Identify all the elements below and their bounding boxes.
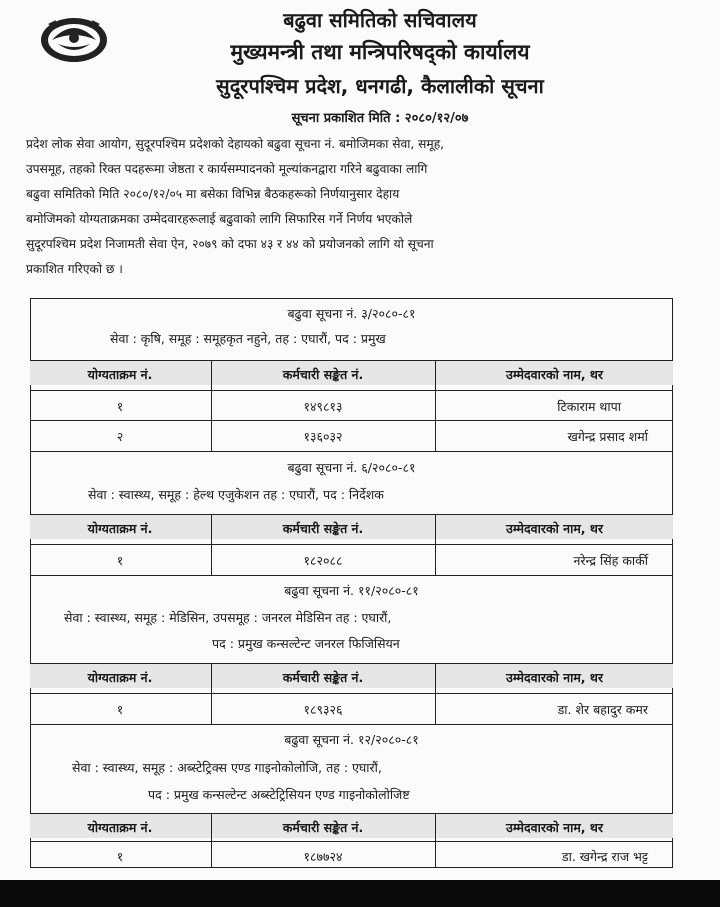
office-title: बढुवा समितिको सचिवालय: [283, 8, 477, 32]
rank-cell: १: [116, 553, 124, 568]
column-divider: [435, 814, 436, 868]
notice-title: बढुवा सूचना नं. ३/२०८०-८१: [287, 306, 416, 321]
notice-meta: सेवा : कृषि, समूह : समूहकृत नहुने, तह : एघारौं, पद : प्रमुख: [110, 331, 386, 346]
notice-meta: सेवा : स्वास्थ्य, समूह : मेडिसिन, उपसमूह : जनरल मेडिसिन तह : एघारौं,: [64, 610, 392, 625]
intro-line: बमोजिमको योग्यताक्रमका उम्मेदवारहरूलाई बढुवाको लागि सिफारिस गर्ने निर्णय भएकोले: [26, 212, 413, 226]
symbol-cell: १८२०८८: [303, 553, 343, 568]
column-divider: [211, 814, 212, 868]
ministry-title: मुख्यमन्त्री तथा मन्त्रिपरिषद्को कार्यालय: [230, 40, 530, 64]
column-divider: [435, 664, 436, 724]
intro-line: सुदूरपश्चिम प्रदेश निजामती सेवा ऐन, २०७९ को दफा ४३ र ४४ को प्रयोजनको लागि यो सूचना: [26, 237, 434, 251]
col-symbol-header: कर्मचारी सङ्केत नं.: [282, 367, 364, 382]
notice-heading: सुदूरपश्चिम प्रदेश, धनगढी, कैलालीको सूचना: [216, 74, 544, 98]
column-divider: [211, 515, 212, 575]
notice-meta: सेवा : स्वास्थ्य, समूह : अब्स्टेट्रिक्स एण्ड गाइनोकोलोजि, तह : एघारौं,: [72, 760, 382, 775]
row-divider: [30, 390, 673, 391]
symbol-cell: १४९८१३: [303, 399, 343, 414]
column-divider: [211, 664, 212, 724]
notice-title: बढुवा सूचना नं. ११/२०८०-८१: [284, 583, 419, 598]
col-name-header: उम्मेदवारको नाम, थर: [505, 820, 604, 835]
col-rank-header: योग्यताक्रम नं.: [87, 521, 153, 536]
intro-paragraph: [26, 132, 676, 282]
rank-cell: १: [116, 849, 124, 864]
col-symbol-header: कर्मचारी सङ्केत नं.: [282, 521, 364, 536]
row-divider: [30, 841, 673, 842]
rank-cell: २: [116, 429, 124, 444]
notice-meta: पद : प्रमुख कन्सल्टेन्ट जनरल फिजिसियन: [212, 636, 400, 651]
section-divider: [30, 451, 673, 452]
row-divider: [30, 693, 673, 694]
symbol-cell: १८७७२४: [303, 849, 343, 864]
rank-cell: १: [116, 702, 124, 717]
candidate-name-cell: टिकाराम थापा: [557, 399, 621, 414]
row-divider: [30, 544, 673, 545]
notice-meta: सेवा : स्वास्थ्य, समूह : हेल्थ एजुकेशन तह : एघारौं, पद : निर्देशक: [88, 487, 384, 502]
col-rank-header: योग्यताक्रम नं.: [87, 670, 153, 685]
col-name-header: उम्मेदवारको नाम, थर: [505, 521, 604, 536]
notice-title: बढुवा सूचना नं. ६/२०८०-८१: [287, 460, 416, 475]
bottom-black-bar: [0, 880, 720, 907]
column-divider: [435, 361, 436, 451]
column-divider: [435, 515, 436, 575]
col-symbol-header: कर्मचारी सङ्केत नं.: [282, 670, 364, 685]
intro-line: उपसमूह, तहको रिक्त पदहरूमा जेष्ठता र कार्यसम्पादनको मूल्यांकनद्वारा गरिने बढुवाका लागि: [26, 162, 428, 176]
candidate-name-cell: डा. खगेन्द्र राज भट्ट: [561, 849, 648, 864]
col-symbol-header: कर्मचारी सङ्केत नं.: [282, 820, 364, 835]
symbol-cell: १८९३२६: [303, 702, 343, 717]
publish-date: सूचना प्रकाशित मिति : २०८०/१२/०७: [291, 111, 469, 126]
intro-line: बढुवा समितिको मिति २०८०/१२/०५ मा बसेका विभिन्न बैठकहरूको निर्णयानुसार देहाय: [26, 187, 400, 201]
notice-title: बढुवा सूचना नं. १२/२०८०-८१: [284, 732, 419, 747]
col-rank-header: योग्यताक्रम नं.: [87, 820, 153, 835]
col-name-header: उम्मेदवारको नाम, थर: [505, 367, 604, 382]
candidate-name-cell: नरेन्द्र सिंह कार्की: [573, 553, 648, 568]
intro-line: प्रदेश लोक सेवा आयोग, सुदूरपश्चिम प्रदेशको देहायको बढुवा सूचना नं. बमोजिमका सेवा, समूह,: [26, 137, 445, 151]
col-name-header: उम्मेदवारको नाम, थर: [505, 670, 604, 685]
section-divider: [30, 724, 673, 725]
notice-meta: पद : प्रमुख कन्सल्टेन्ट अब्स्टेट्रिसियन एण्ड गाइनोकोलोजिष्ट: [148, 787, 410, 802]
row-divider: [30, 420, 673, 421]
candidate-name-cell: खगेन्द्र प्रसाद शर्मा: [567, 429, 648, 444]
section-divider: [30, 575, 673, 576]
intro-line: प्रकाशित गरिएको छ ।: [26, 262, 123, 276]
rank-cell: १: [116, 399, 124, 414]
symbol-cell: १३६०३२: [303, 429, 343, 444]
column-divider: [211, 361, 212, 451]
col-rank-header: योग्यताक्रम नं.: [87, 367, 153, 382]
candidate-name-cell: डा. शेर बहादुर कमर: [557, 702, 648, 717]
